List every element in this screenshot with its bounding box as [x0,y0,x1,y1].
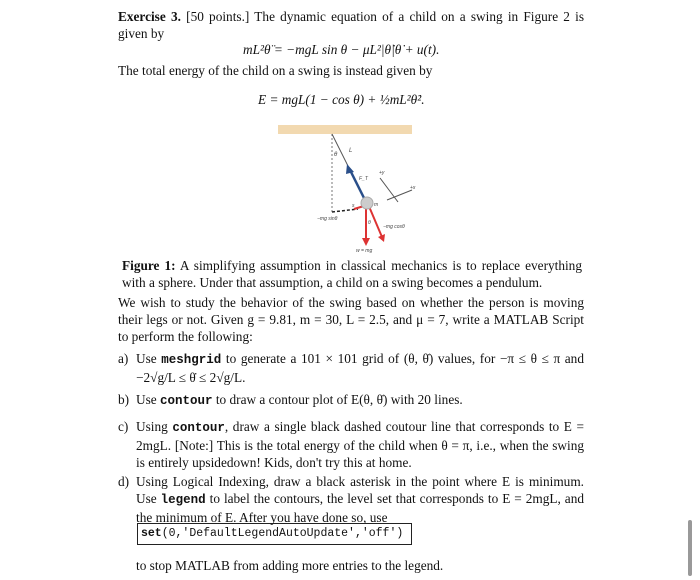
item-text: Using [136,419,173,434]
label-mg-sin: −mg sinθ [317,216,338,222]
item-label: a) [118,351,129,366]
item-c [118,418,584,471]
energy-equation: E = mgL(1 − cos θ) + ½mL²θ̇². [258,92,425,107]
item-text: Use [136,392,161,407]
exercise-points: [50 points.] [186,9,250,24]
label-y: +y [379,170,385,176]
label-L: L [349,148,353,154]
code-keyword: meshgrid [161,353,222,367]
exercise-title: Exercise 3. [118,9,181,24]
item-text: to generate a 101 × 101 grid of (θ, θ̇) values, for −π ≤ θ ≤ π and −2√g/L ≤ θ̇ ≤ 2√g/L. [136,351,584,385]
pendulum-figure [270,120,430,260]
item-label: d) [118,474,130,489]
item-text: to label the contours, the level set that corresponds to E = 2mgL, and the minimum of E. After you have done so, use [136,491,584,525]
code-arguments: (0,'DefaultLegendAutoUpdate','off') [161,527,404,540]
item-label: c) [118,419,129,434]
exercise-intro-text: The dynamic equation of a child on a swing in Figure 2 is given by [118,9,585,41]
tension-arrow [350,170,366,202]
item-text: Using Logical Indexing, draw a black asterisk in the point where E is minimum. Use [136,474,584,506]
item-b [118,391,584,410]
task-paragraph: We wish to study the behavior of the swing based on whether the person is moving their legs or not. Given g = 9.81, m = 30, L = 2.5, and μ = 7, write a MATLAB Script to perform the following: [118,295,584,344]
dynamic-equation: mL²θ̈ = −mgL sin θ − μL²|θ̇|θ̇ + u(t). [243,42,440,57]
item-text: to draw a contour plot of E(θ, θ̇) with 20 lines. [212,392,463,407]
label-theta: θ [334,152,338,158]
item-d [118,473,584,526]
figure-caption [122,257,582,291]
pendulum-bob [361,197,373,209]
item-text: , draw a single black dashed coutour line that corresponds to E = 2mgL. [Note:] This is the total energy of the child when θ = π, i.e., when the swing is entirely upsidedown! Kids, don't try this at home. [136,419,585,470]
label-mg-cos: −mg cosθ [383,224,405,230]
ceiling [278,125,412,134]
label-w: w = mg [356,248,373,254]
item-text: Use [136,351,162,366]
caption-text: A simplifying assumption in classical mechanics is to replace everything with a sphere. Under that assumption, a child on a swing becomes a pendulum. [122,258,582,290]
code-keyword: contour [160,394,213,408]
label-ft: F_T [359,176,368,182]
closing-text: to stop MATLAB from adding more entries to the legend. [136,558,444,573]
code-keyword: contour [172,421,225,435]
code-function: set [141,527,162,540]
code-keyword: legend [160,493,206,507]
energy-intro: The total energy of the child on a swing is instead given by [118,63,433,78]
code-snippet [137,523,412,545]
item-label: b) [118,392,130,407]
label-m: m [374,202,379,208]
scrollbar[interactable] [688,520,692,576]
label-x: +x [410,185,416,191]
label-s: s [352,203,355,209]
exercise-intro [118,8,584,42]
item-a [118,350,584,386]
caption-label: Figure 1: [122,258,176,273]
label-theta2: θ [368,220,371,226]
